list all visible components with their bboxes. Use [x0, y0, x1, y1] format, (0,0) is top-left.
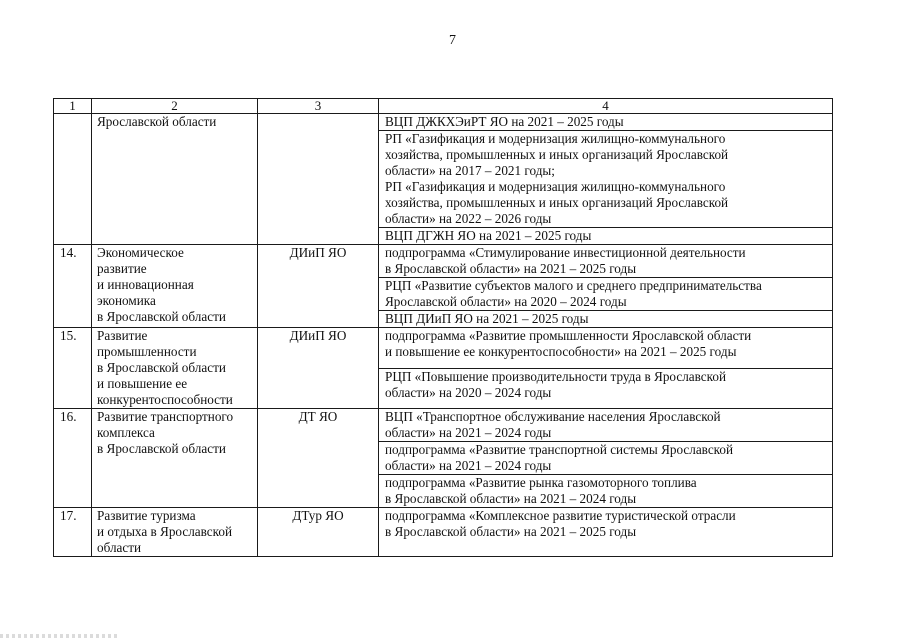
responsible-org: ДТ ЯО: [258, 409, 379, 508]
table-body: [54, 99, 833, 557]
area-cell: [92, 114, 258, 245]
responsible-org: [258, 114, 379, 245]
area-line: Экономическое: [97, 245, 184, 260]
header-row: [54, 99, 833, 114]
program-line: области» на 2021 – 2024 годы: [385, 425, 552, 440]
area-line: Ярославской области: [97, 114, 217, 129]
area-line: развитие: [97, 261, 147, 276]
scan-artifact: [0, 634, 120, 638]
row-number: 14.: [54, 245, 92, 328]
program-line: РЦП «Повышение производительности труда в Ярославской: [385, 368, 727, 384]
program-table: [53, 98, 833, 557]
program-line: области» на 2021 – 2024 годы: [385, 458, 552, 473]
program-line: в Ярославской области» на 2021 – 2024 годы: [385, 491, 637, 506]
area-line: области: [97, 540, 142, 555]
column-header: 1: [54, 99, 92, 114]
area-cell: [92, 508, 258, 557]
program-line: подпрограмма «Развитие транспортной системы Ярославской: [385, 442, 734, 457]
area-line: конкурентоспособности: [97, 392, 233, 407]
area-line: Развитие туризма: [97, 508, 196, 523]
area-line: в Ярославской области: [97, 441, 226, 456]
program-cell: [379, 278, 833, 311]
row-number: 16.: [54, 409, 92, 508]
program-line: хозяйства, промышленных и иных организаций Ярославской: [385, 195, 729, 210]
area-line: комплекса: [97, 425, 155, 440]
area-cell: [92, 328, 258, 409]
page-number: 7: [449, 33, 456, 48]
program-line: подпрограмма «Комплексное развитие туристической отрасли: [385, 508, 736, 523]
area-line: в Ярославской области: [97, 360, 226, 375]
program-line: ВЦП ДЖКХЭиРТ ЯО на 2021 – 2025 годы: [385, 114, 624, 129]
program-line: и повышение ее конкурентоспособности» на 2021 – 2025 годы: [385, 344, 737, 359]
program-cell: [379, 245, 833, 278]
table-row: [54, 114, 833, 131]
program-line: РП «Газификация и модернизация жилищно-коммунального: [385, 131, 726, 146]
program-cell: [379, 114, 833, 131]
program-line: хозяйства, промышленных и иных организаций Ярославской: [385, 147, 729, 162]
program-line: Ярославской области» на 2020 – 2024 годы: [385, 294, 627, 309]
program-cell: [379, 508, 833, 557]
area-line: экономика: [97, 293, 156, 308]
table-row: [54, 328, 833, 369]
program-line: ВЦП «Транспортное обслуживание населения Ярославской: [385, 409, 721, 424]
row-number: 17.: [54, 508, 92, 557]
responsible-org: ДТур ЯО: [258, 508, 379, 557]
table-row: [54, 508, 833, 557]
program-cell: [379, 228, 833, 245]
area-line: промышленности: [97, 344, 197, 359]
area-cell: [92, 409, 258, 508]
area-cell: [92, 245, 258, 328]
program-line: РП «Газификация и модернизация жилищно-коммунального: [385, 179, 726, 194]
program-line: области» на 2020 – 2024 годы: [385, 384, 552, 400]
program-line: подпрограмма «Развитие рынка газомоторного топлива: [385, 475, 697, 490]
program-line: в Ярославской области» на 2021 – 2025 годы: [385, 524, 637, 539]
area-line: и повышение ее: [97, 376, 188, 391]
program-cell: [379, 311, 833, 328]
program-cell: [379, 442, 833, 475]
program-line: ВЦП ДГЖН ЯО на 2021 – 2025 годы: [385, 228, 592, 243]
program-cell: [379, 328, 833, 369]
area-line: в Ярославской области: [97, 309, 226, 324]
program-line: области» на 2017 – 2021 годы;: [385, 163, 555, 178]
responsible-org: ДИиП ЯО: [258, 245, 379, 328]
program-line: в Ярославской области» на 2021 – 2025 годы: [385, 261, 637, 276]
column-header: 2: [92, 99, 258, 114]
table-row: [54, 245, 833, 278]
program-cell: [379, 131, 833, 228]
program-line: РЦП «Развитие субъектов малого и среднего предпринимательства: [385, 278, 762, 293]
program-line: подпрограмма «Стимулирование инвестиционной деятельности: [385, 245, 746, 260]
responsible-org: ДИиП ЯО: [258, 328, 379, 409]
program-cell: [379, 368, 833, 409]
program-line: подпрограмма «Развитие промышленности Ярославской области: [385, 328, 752, 343]
area-line: и инновационная: [97, 277, 194, 292]
area-line: и отдыха в Ярославской: [97, 524, 233, 539]
program-line: области» на 2022 – 2026 годы: [385, 211, 552, 226]
program-line: ВЦП ДИиП ЯО на 2021 – 2025 годы: [385, 311, 589, 326]
column-header: 4: [379, 99, 833, 114]
row-number: [54, 114, 92, 245]
row-number: 15.: [54, 328, 92, 409]
column-header: 3: [258, 99, 379, 114]
program-cell: [379, 409, 833, 442]
program-cell: [379, 475, 833, 508]
area-line: Развитие: [97, 328, 148, 343]
area-line: Развитие транспортного: [97, 409, 234, 424]
table-row: [54, 409, 833, 442]
